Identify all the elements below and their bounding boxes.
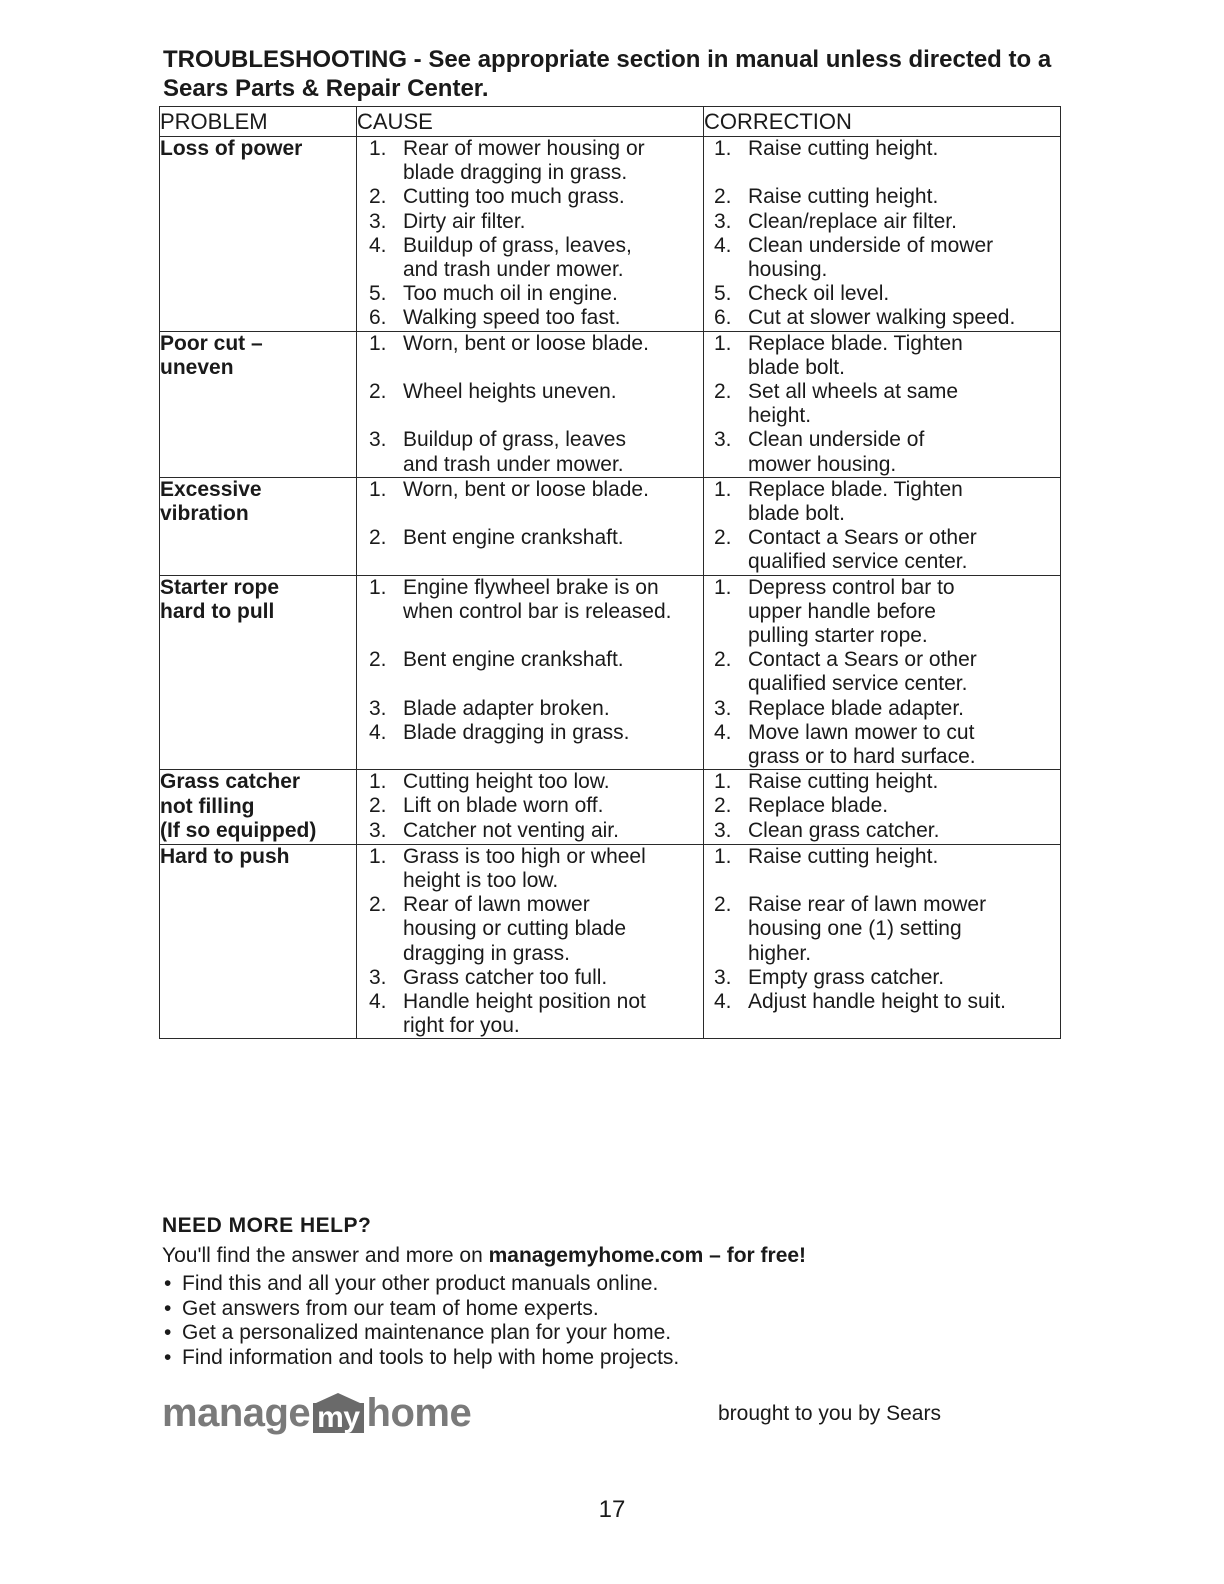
problem-line: vibration: [160, 502, 249, 526]
list-item: [704, 648, 1060, 696]
cause-cell: [357, 331, 704, 477]
item-number: 3.: [714, 428, 732, 452]
list-item: [357, 794, 703, 818]
item-number: 3.: [369, 818, 387, 842]
cause-list: [357, 137, 703, 331]
item-text-line: higher.: [748, 941, 812, 965]
item-text-line: Grass is too high or wheel: [403, 844, 646, 868]
item-number: 2.: [369, 526, 387, 550]
item-number: 2.: [714, 794, 732, 818]
problem-line: (If so equipped): [160, 819, 317, 843]
item-text-line: Handle height position not: [403, 990, 646, 1013]
page-title: TROUBLESHOOTING - See appropriate section in manual unless directed to a Sears Parts & Repair Center.: [163, 46, 1052, 102]
bullet-icon: •: [164, 1345, 172, 1369]
table-row: [160, 477, 1061, 575]
list-item: [704, 306, 1060, 330]
item-text-line: Cutting too much grass.: [403, 185, 625, 209]
item-text-line: Rear of lawn mower: [403, 893, 590, 917]
list-item: [357, 966, 703, 990]
item-number: 1.: [714, 477, 732, 501]
header-correction: CORRECTION: [704, 107, 1061, 137]
item-number: 1.: [369, 331, 387, 355]
item-number: 2.: [369, 794, 387, 818]
item-text-line: Clean grass catcher.: [748, 818, 940, 842]
item-text-line: upper handle before: [748, 599, 936, 623]
item-text-line: Contact a Sears or other: [748, 526, 977, 550]
item-text-line: Too much oil in engine.: [403, 282, 618, 306]
item-text-line: Buildup of grass, leaves,: [403, 233, 632, 257]
problem-cell: [160, 477, 357, 575]
item-text-line: Replace blade. Tighten: [748, 477, 963, 501]
item-number: 1.: [714, 844, 732, 868]
list-item: [704, 282, 1060, 306]
item-text-line: Replace blade adapter.: [748, 696, 964, 720]
item-number: 3.: [714, 965, 732, 989]
item-text-line: Raise cutting height.: [748, 770, 939, 794]
item-text-line: Move lawn mower to cut: [748, 720, 975, 744]
house-icon: my: [313, 1393, 363, 1433]
item-number: 3.: [714, 209, 732, 233]
item-number: 1.: [714, 575, 732, 599]
item-number: 1.: [714, 770, 732, 794]
list-item: • Find information and tools to help with home projects.: [164, 1345, 680, 1369]
item-text-line: Clean underside of mower: [748, 233, 994, 257]
bullet-icon: •: [164, 1296, 172, 1320]
correction-list: [704, 770, 1060, 843]
list-item: [357, 576, 703, 624]
item-text-line: dragging in grass.: [403, 941, 570, 965]
problem-line: Loss of power: [160, 137, 303, 160]
item-number: 2.: [714, 648, 732, 672]
item-number: 3.: [714, 818, 732, 842]
page-number: 17: [598, 1496, 626, 1523]
bullet-icon: •: [164, 1272, 172, 1295]
item-number: 2.: [714, 380, 732, 404]
item-text-line: Walking speed too fast.: [403, 306, 621, 330]
item-number: 1.: [369, 137, 387, 160]
item-text-line: Empty grass catcher.: [748, 965, 945, 989]
item-number: 4.: [714, 233, 732, 257]
correction-cell: [704, 137, 1061, 332]
item-text-line: height.: [748, 404, 812, 428]
help-section: [162, 1212, 1062, 1370]
item-text-line: Worn, bent or loose blade.: [403, 477, 649, 501]
list-item: [704, 990, 1060, 1014]
problem-line: Hard to push: [160, 844, 290, 868]
list-item: [704, 893, 1060, 966]
list-item: [357, 380, 703, 404]
list-item: [357, 526, 703, 550]
cause-list: [357, 576, 703, 745]
item-text-line: Engine flywheel brake is on: [403, 575, 659, 599]
item-number: 2.: [714, 526, 732, 550]
problem-line: uneven: [160, 356, 234, 380]
list-item: [357, 819, 703, 843]
problem-line: Starter rope: [160, 575, 280, 599]
problem-cell: [160, 137, 357, 332]
item-text-line: Raise rear of lawn mower: [748, 893, 987, 917]
list-item: [357, 893, 703, 966]
item-text-line: Blade dragging in grass.: [403, 720, 630, 744]
item-text-line: Contact a Sears or other: [748, 648, 977, 672]
header-cause: CAUSE: [357, 107, 704, 137]
list-item: [704, 185, 1060, 209]
item-text-line: blade dragging in grass.: [403, 161, 628, 185]
list-item: [357, 306, 703, 330]
item-text-line: Lift on blade worn off.: [403, 794, 604, 818]
item-number: 2.: [369, 185, 387, 209]
problem-line: Excessive: [160, 477, 262, 501]
list-item: [357, 210, 703, 234]
help-title: NEED MORE HELP?: [162, 1214, 372, 1237]
item-text-line: Set all wheels at same: [748, 380, 959, 404]
list-item: [704, 845, 1060, 869]
list-item: [704, 428, 1060, 476]
item-text-line: Bent engine crankshaft.: [403, 526, 624, 550]
list-item: [357, 428, 703, 476]
managemyhome-logo: manage my home: [162, 1390, 472, 1435]
item-number: 2.: [369, 648, 387, 672]
list-item: [704, 332, 1060, 380]
item-number: 3.: [369, 965, 387, 989]
list-item: [357, 332, 703, 356]
list-item: [357, 721, 703, 745]
correction-cell: [704, 844, 1061, 1039]
list-item: [704, 526, 1060, 574]
cause-list: [357, 770, 703, 843]
item-number: 4.: [369, 720, 387, 744]
item-number: 5.: [369, 282, 387, 306]
item-number: 6.: [714, 306, 732, 330]
item-text-line: mower housing.: [748, 452, 897, 476]
list-item: • Get answers from our team of home experts.: [164, 1296, 599, 1320]
item-text-line: blade bolt.: [748, 355, 845, 379]
correction-cell: [704, 477, 1061, 575]
item-number: 3.: [369, 209, 387, 233]
item-number: 2.: [369, 893, 387, 917]
item-text-line: pulling starter rope.: [748, 624, 928, 648]
list-item: • Find this and all your other product manuals online.: [164, 1272, 659, 1295]
item-number: 1.: [369, 844, 387, 868]
item-text-line: Raise cutting height.: [748, 137, 939, 160]
table-row: [160, 844, 1061, 1039]
item-text-line: Adjust handle height to suit.: [748, 989, 1007, 1013]
list-item: [704, 697, 1060, 721]
bullet-icon: •: [164, 1321, 172, 1344]
correction-cell: [704, 575, 1061, 770]
item-text-line: housing.: [748, 258, 828, 281]
item-text-line: Cutting height too low.: [403, 770, 610, 794]
list-item: [357, 478, 703, 502]
item-text-line: qualified service center.: [748, 550, 968, 574]
list-item: [357, 137, 703, 185]
problem-cell: [160, 770, 357, 845]
correction-list: [704, 576, 1060, 770]
list-item: • Get a personalized maintenance plan for your home.: [164, 1321, 672, 1344]
cause-cell: [357, 844, 704, 1039]
list-item: [704, 478, 1060, 526]
list-item: [704, 137, 1060, 161]
item-number: 2.: [714, 185, 732, 209]
item-number: 5.: [714, 282, 732, 306]
item-text-line: height is too low.: [403, 868, 559, 892]
item-number: 3.: [369, 696, 387, 720]
header-problem: PROBLEM: [160, 107, 357, 137]
problem-line: hard to pull: [160, 600, 275, 624]
item-number: 1.: [369, 477, 387, 501]
item-text-line: Raise cutting height.: [748, 185, 939, 209]
item-text-line: and trash under mower.: [403, 258, 624, 282]
list-item: [357, 234, 703, 282]
correction-cell: [704, 331, 1061, 477]
item-text-line: Rear of mower housing or: [403, 137, 645, 160]
item-number: 1.: [714, 331, 732, 355]
list-item: [357, 648, 703, 672]
correction-list: [704, 137, 1060, 331]
item-number: 2.: [369, 380, 387, 404]
item-text-line: and trash under mower.: [403, 452, 624, 476]
item-text-line: Buildup of grass, leaves: [403, 428, 626, 452]
problem-cell: [160, 575, 357, 770]
table-row: [160, 770, 1061, 845]
list-item: [704, 819, 1060, 843]
problem-line: not filling: [160, 794, 255, 818]
table-row: [160, 575, 1061, 770]
cause-list: [357, 478, 703, 551]
cause-list: [357, 845, 703, 1039]
item-text-line: Dirty air filter.: [403, 209, 526, 233]
list-item: [357, 185, 703, 209]
item-text-line: Depress control bar to: [748, 575, 955, 599]
list-item: [704, 380, 1060, 428]
cause-cell: [357, 575, 704, 770]
item-number: 3.: [714, 696, 732, 720]
list-item: [357, 282, 703, 306]
troubleshooting-table: [159, 106, 1061, 1039]
table-row: [160, 137, 1061, 332]
item-text-line: right for you.: [403, 1014, 520, 1038]
item-text-line: qualified service center.: [748, 672, 968, 696]
item-text-line: Wheel heights uneven.: [403, 380, 617, 404]
item-number: 1.: [714, 137, 732, 160]
correction-cell: [704, 770, 1061, 845]
cause-cell: [357, 770, 704, 845]
item-text-line: Clean/replace air filter.: [748, 209, 957, 233]
list-item: [704, 794, 1060, 818]
problem-line: Grass catcher: [160, 770, 301, 794]
help-intro: [162, 1242, 1062, 1270]
item-number: 4.: [369, 990, 387, 1013]
problem-line: Poor cut –: [160, 331, 263, 355]
table-row: [160, 331, 1061, 477]
item-number: 2.: [714, 893, 732, 917]
cause-cell: [357, 137, 704, 332]
item-text-line: grass or to hard surface.: [748, 745, 976, 769]
item-text-line: housing or cutting blade: [403, 917, 626, 941]
item-number: 4.: [714, 989, 732, 1013]
list-item: [357, 845, 703, 893]
table-body: [160, 137, 1061, 1039]
problem-cell: [160, 844, 357, 1039]
list-item: [704, 966, 1060, 990]
item-number: 6.: [369, 306, 387, 330]
item-text-line: housing one (1) setting: [748, 917, 962, 941]
correction-list: [704, 845, 1060, 1014]
item-text-line: Bent engine crankshaft.: [403, 648, 624, 672]
item-text-line: Replace blade.: [748, 794, 889, 818]
item-text-line: Blade adapter broken.: [403, 696, 610, 720]
item-number: 1.: [369, 770, 387, 794]
item-text-line: Grass catcher too full.: [403, 965, 608, 989]
item-text-line: Check oil level.: [748, 282, 890, 306]
item-number: 4.: [714, 720, 732, 744]
help-intro-text: You'll find the answer and more on: [162, 1244, 489, 1267]
table-header-row: [160, 107, 1061, 137]
cause-list: [357, 332, 703, 477]
list-item: [357, 770, 703, 794]
item-number: 4.: [369, 233, 387, 257]
item-text-line: Cut at slower walking speed.: [748, 306, 1016, 330]
cause-cell: [357, 477, 704, 575]
correction-list: [704, 478, 1060, 575]
brought-by-text: brought to you by Sears: [718, 1402, 941, 1425]
item-text-line: Replace blade. Tighten: [748, 331, 963, 355]
item-number: 3.: [369, 428, 387, 452]
help-intro-link: managemyhome.com – for free!: [488, 1244, 807, 1267]
list-item: [704, 721, 1060, 769]
item-text-line: Worn, bent or loose blade.: [403, 331, 649, 355]
item-text-line: Catcher not venting air.: [403, 818, 619, 842]
help-bullets: [162, 1272, 1062, 1370]
item-text-line: Raise cutting height.: [748, 844, 939, 868]
correction-list: [704, 332, 1060, 477]
problem-cell: [160, 331, 357, 477]
list-item: [704, 770, 1060, 794]
item-number: 1.: [369, 575, 387, 599]
list-item: [704, 234, 1060, 282]
list-item: [357, 990, 703, 1038]
list-item: [704, 210, 1060, 234]
list-item: [704, 576, 1060, 649]
item-text-line: when control bar is released.: [403, 599, 672, 623]
list-item: [357, 697, 703, 721]
item-text-line: blade bolt.: [748, 502, 845, 526]
item-text-line: Clean underside of: [748, 428, 925, 452]
